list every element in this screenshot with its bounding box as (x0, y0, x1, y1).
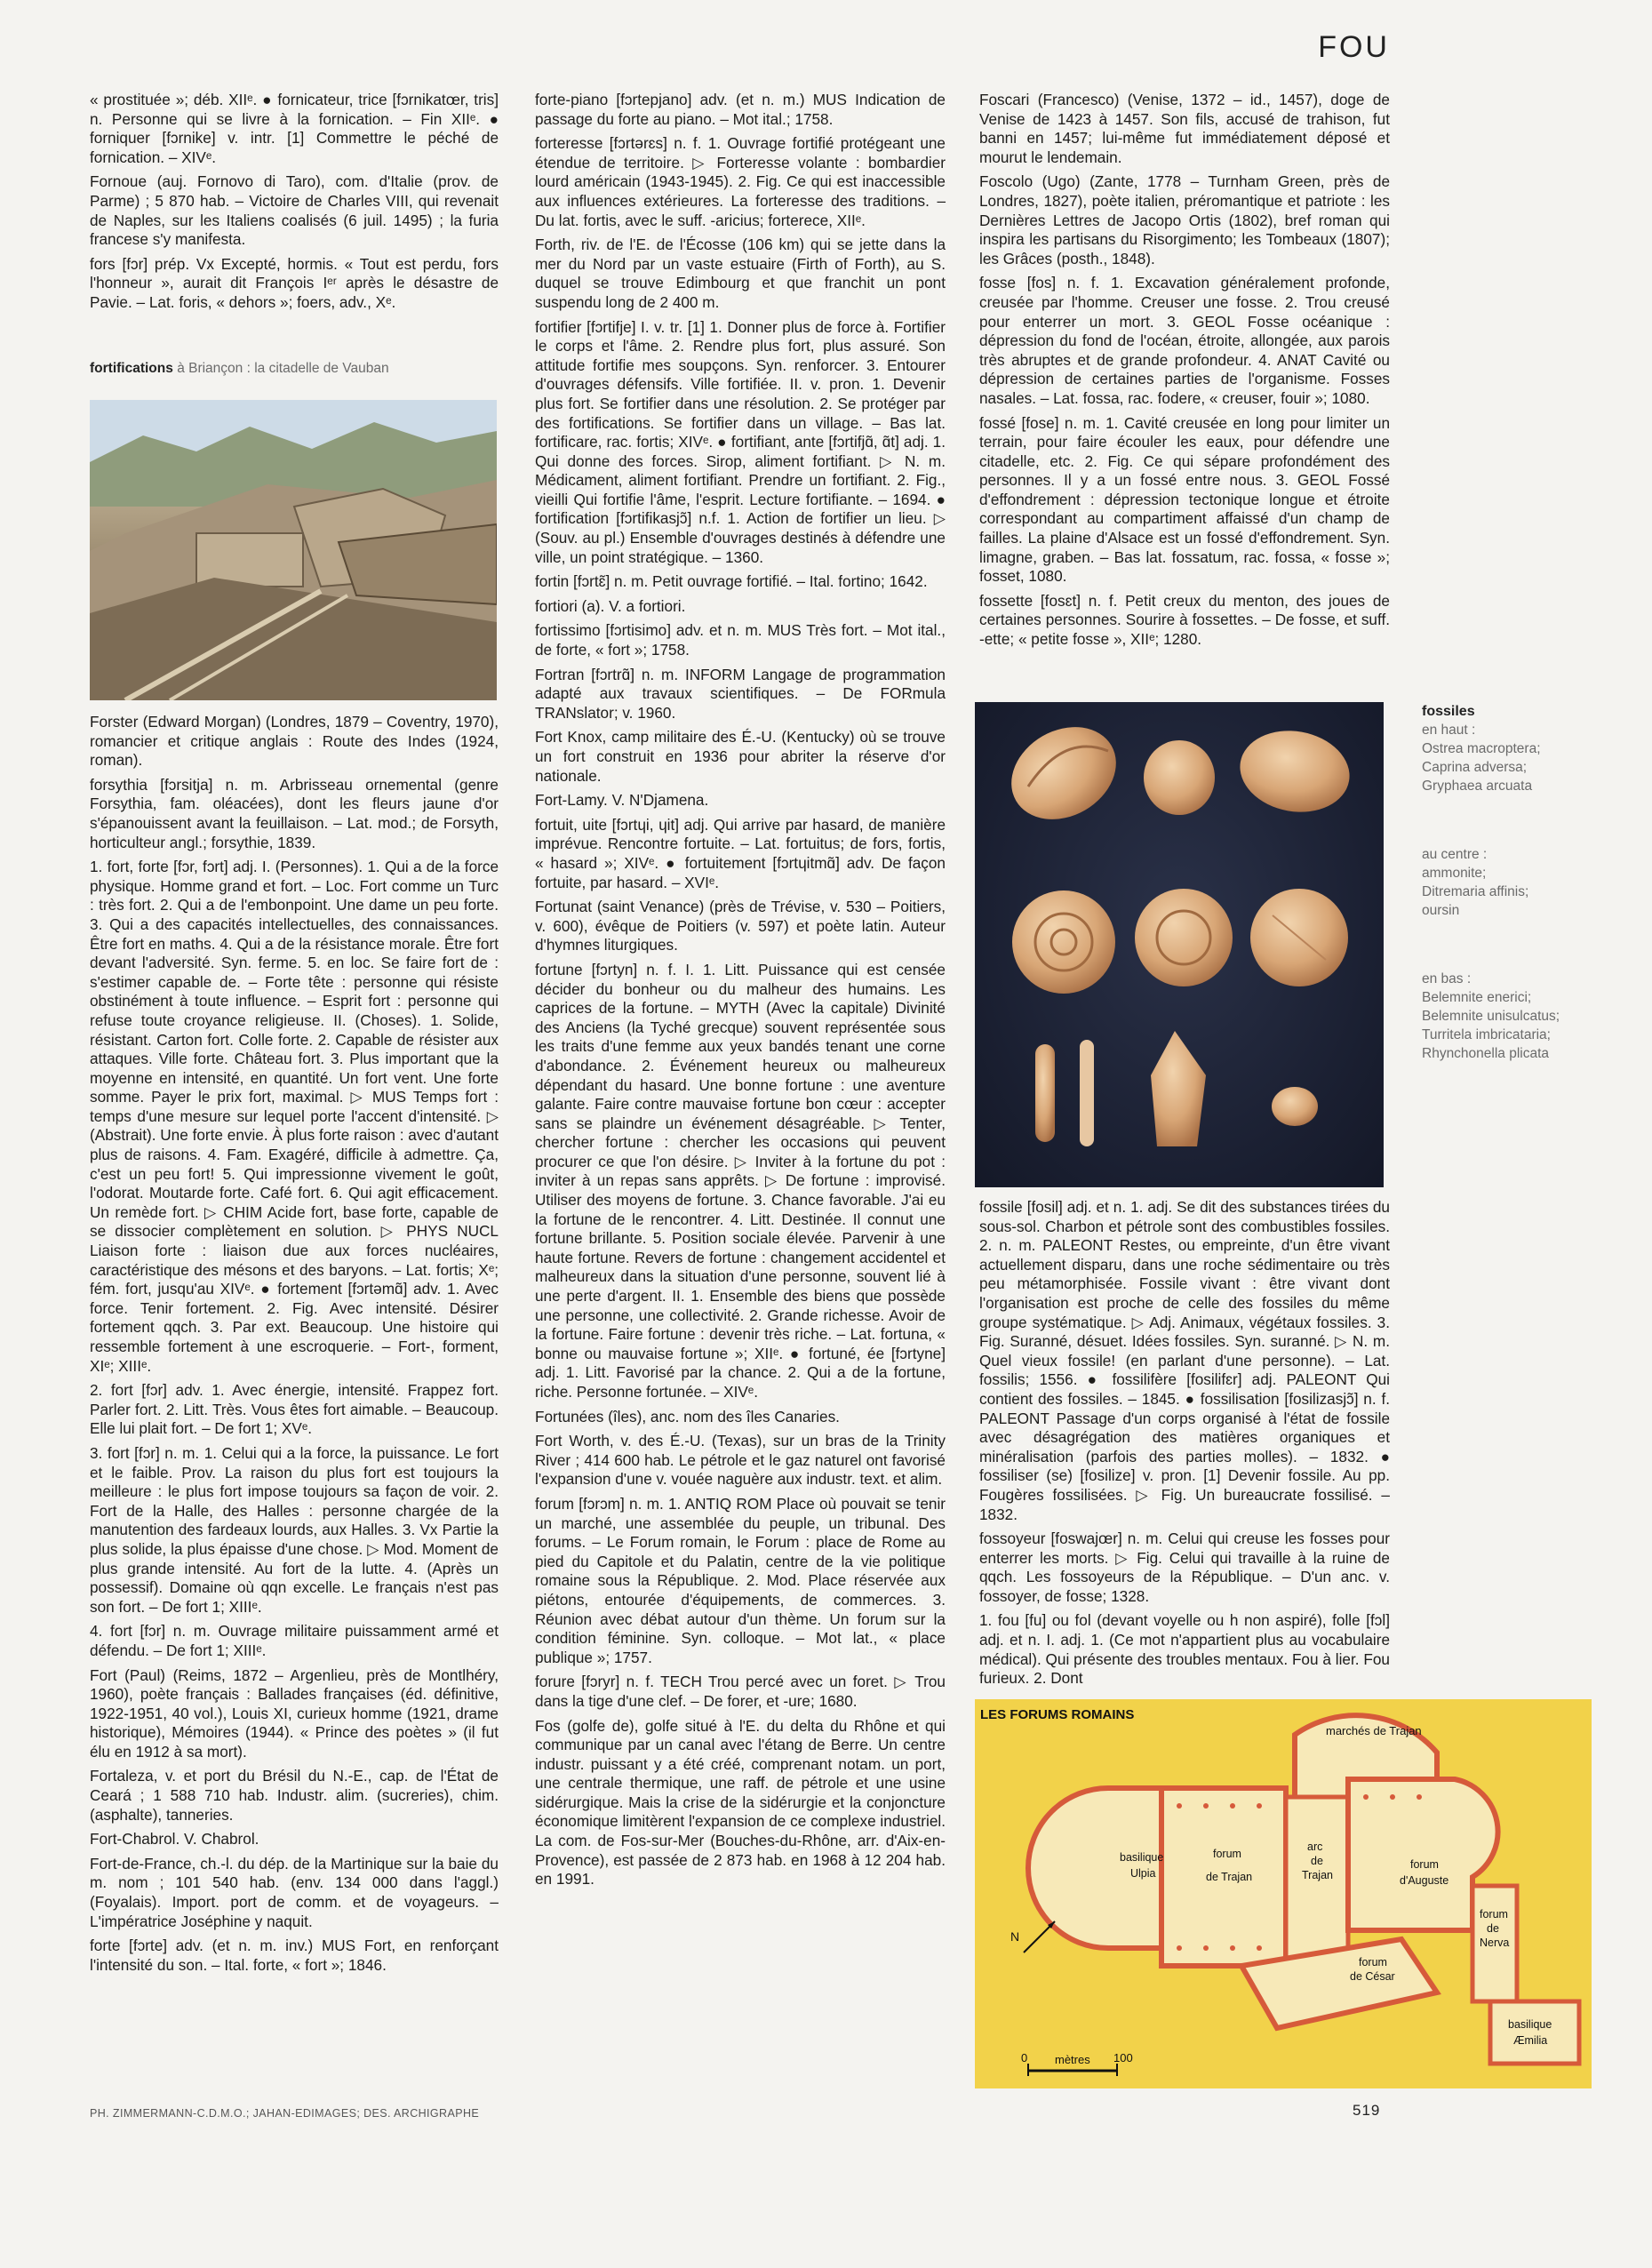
caption-heading: au centre : (1422, 847, 1488, 862)
entry-text: 1. fou [fu] ou fol (devant voyelle ou h non aspiré), folle [fɔl] adj. et n. I. adj. 1. (Ce mot n'appartient plus au vocabulaire médical). Qui présente des troubles mentaux. Fou à lier. Fou furieux. 2. Dont (979, 1611, 1390, 1688)
map-label: de César (1350, 1970, 1395, 1983)
caption-text: à Briançon : la citadelle de Vauban (177, 361, 389, 376)
entry-text: 1. fort, forte [fɔr, fɔrt] adj. I. (Personnes). 1. Qui a de la force physique. Homme grand et fort. – Loc. Fort comme un Turc : très fort. 2. Qui a de l'embonpoint. Une dame un peu forte. 3. Qui a des capacités intellectuelles, des connaissances. Être fort en maths. 4. Qui a de la résistance morale. Être fort devant l'adversité. Syn. ferme. 5. en loc. Se faire fort de : s'estimer capable de. – Forte tête : personne qui résiste obstinément à toute influence. – Esprit fort : personne qui refuse toute croyance religieuse. II. (Choses). 1. Solide, résistant. Carton fort. Colle forte. 2. Capable de résister aux attaques. Ville forte. Château fort. 3. Plus important que la moyenne en intensité, en quantité. Un fort vent. Une forte somme. Payer le prix fort, maximal. ▷ MUS Temps fort : temps d'une mesure sur lequel porte l'accent d'intensité. ▷ (Abstrait). Une forte envie. À plus forte raison : avec d'autant plus de raisons. 4. Fam. Exagéré, difficile à admettre. Ça, c'est un peu fort! 5. Qui impressionne vivement le goût, l'odorat. Moutarde forte. Café fort. 6. Qui agit efficacement. Un remède fort. ▷ CHIM Acide fort, base forte, capable de se dissocier complètement en solution. ▷ PHYS NUCL Liaison forte : liaison due aux forces nucléaires, caractéristique des mésons et des baryons. – Lat. fortis; Xᵉ; fém. fort, jusqu'au XIVᵉ. ● fortement [fɔrtəmɑ̃] adv. 1. Avec force. Tenir fortement. 2. Fig. Avec intensité. Désirer fortement qqch. 3. Par ext. Beaucoup. Une histoire qui ressemble fortement à une escroquerie. – Fort-, forment, XIᵉ; XIIIᵉ. (90, 858, 499, 1375)
entry-text: Fortaleza, v. et port du Brésil du N.-E., cap. de l'État de Ceará ; 1 588 710 hab. Industr. alim. (sucreries), chim. (asphalte), tanneries. (90, 1767, 499, 1824)
scale-bar (1021, 2051, 1133, 2076)
entry-text: fossoyeur [foswajœr] n. m. Celui qui creuse les fosses pour enterrer les morts. ▷ Fig. Celui qui travaille à la ruine de qqch. Les fossoyeurs de la République. – D'un anc. v. fossoyer, de fosse; 1328. (979, 1529, 1390, 1605)
entry-text: forsythia [fɔrsitja] n. m. Arbrisseau ornemental (genre Forsythia, fam. oléacées), dont les fleurs jaune d'or s'épanouissent avant la feuillaison. – Lat. mod.; de Forsyth, horticulteur angl.; forsythie, 1839. (90, 775, 499, 851)
caption-group-bottom (1422, 970, 1626, 1063)
entry-text: fortin [fɔrtɛ̃] n. m. Petit ouvrage fortifié. – Ital. fortino; 1642. (535, 572, 928, 591)
citadel-illustration (90, 400, 497, 700)
entry-text: Fort Knox, camp militaire des É.-U. (Kentucky) où se trouve un fort construit en 1936 pour abriter la réserve d'or nationale. (535, 728, 946, 785)
fossils-photo (975, 702, 1384, 1187)
entry-text: Fort-Lamy. V. N'Djamena. (535, 791, 709, 810)
caption-heading: en bas : (1422, 971, 1472, 986)
entry-text: fosse [fos] n. f. 1. Excavation généralement profonde, creusée par l'homme. Creuser une fosse. 2. Trou creusé pour enterrer un mort. 3. GEOL Fosse océanique : dépression du fond de l'océan, étroite, allongée, aux parois très abruptes et de grande profondeur. 4. ANAT Cavité ou dépression de certaines parties de l'organisme. Fosses nasales. – Lat. fossa, rac. fodere, « creuser, fouir »; 1080. (979, 274, 1390, 407)
caption-item: Belemnite enerici; (1422, 990, 1532, 1005)
caption-group-center (1422, 845, 1626, 920)
entry-text: Fort (Paul) (Reims, 1872 – Argenlieu, près de Montlhéry, 1960), poète français : Ballades françaises (éd. définitive, 1922-1951, 40 vol.), Louis XI, curieux homme (1921, drame historique), Mémoires (1944). « Prince des poètes » (il fut élu en 1912 à sa mort). (90, 1665, 499, 1761)
entry-text: fortuit, uite [fɔrtɥi, ɥit] adj. Qui arrive par hasard, de manière imprévue. Rencontre fortuite. – Lat. fortuitus; de fors, fortis, « hasard »; XIVᵉ. ● fortuitement [fɔrtɥitmɑ̃] adv. De façon fortuite, par hasard. – XVIᵉ. (535, 815, 946, 891)
roman-forums-map (975, 1699, 1592, 2088)
map-label: forum (1213, 1848, 1241, 1860)
entry-text: Fos (golfe de), golfe situé à l'E. du delta du Rhône et qui communique par un canal avec l'étang de Berre. Un centre industr. puissant y a été créé, comprenant notam. un port, une centrale thermique, une raff. de pétrole et une usine sidérurgique. Mais la crise de la sidérurgie et la conjoncture économique limitèrent l'expansion de ce complexe industriel. La com. de Fos-sur-Mer (Bouches-du-Rhône, arr. d'Aix-en-Provence), est passée de 2 873 hab. en 1968 à 12 204 hab. en 1991. (535, 1716, 946, 1889)
caption-item: Turritela imbricataria; (1422, 1027, 1551, 1042)
svg-text:100: 100 (1113, 2051, 1133, 2064)
map-label: marchés de Trajan (1326, 1724, 1422, 1737)
entry-text: forte [fɔrte] adv. (et n. m. inv.) MUS Fort, en renforçant l'intensité du son. – Ital. forte, « fort »; 1846. (90, 1937, 499, 1974)
caption-heading: en haut : (1422, 723, 1476, 738)
caption-item: oursin (1422, 903, 1460, 918)
entry-text: Forth, riv. de l'E. de l'Écosse (106 km) qui se jette dans la mer du Nord par un vaste estuaire (Firth of Forth), au S. duquel se trouve Edimbourg et que franchit un pont suspendu long de 2 400 m. (535, 236, 946, 311)
map-label: forum (1359, 1956, 1387, 1969)
caption-item: Gryphaea arcuata (1422, 779, 1533, 794)
fossils-caption (1422, 702, 1626, 1113)
forums-plan (975, 1699, 1592, 2088)
entry-text: fossile [fosil] adj. et n. 1. adj. Se dit des substances tirées du sous-sol. Charbon et pétrole sont des combustibles fossiles. 2. n. m. PALEONT Restes, ou empreinte, d'un être vivant actuellement disparu, dans une roche sédimentaire ou très peu métamorphisée. Fossile vivant : être vivant dont l'organisation est proche de celle des fossiles du même groupe systématique. ▷ Adj. Animaux, végétaux fossiles. 3. Fig. Suranné, désuet. Idées fossiles. Syn. suranné. ▷ N. m. Quel vieux fossile! (en parlant d'une personne). – Lat. fossilis; 1556. ● fossilifère [fosilifɛr] adj. PALEONT Qui contient des fossiles. – 1845. ● fossilisation [fosilizasjɔ̃] n. f. PALEONT Passage d'un corps organisé à l'état de fossile avec désagrégation des matières organiques et minéralisation (parfois des parties molles). – 1832. ● fossiliser (se) [fosilize] v. pron. [1] Devenir fossile. Au pp. Fougères fossilisées. ▷ Fig. Un bureaucrate fossilisé. – 1832. (979, 1198, 1390, 1523)
entry-text: fortissimo [fɔrtisimo] adv. et n. m. MUS Très fort. – Mot ital., de forte, « fort »; 1758. (535, 621, 946, 659)
entry-text: 3. fort [fɔr] n. m. 1. Celui qui a la force, la puissance. Le fort et le faible. Prov. La raison du plus fort est toujours la meilleure : le plus fort impose toujours sa façon de voir. 2. Fort de la Halle, des Halles : personne chargée de la manutention des fardeaux lourds, aux Halles. 3. Vx Partie la plus solide, la plus épaisse d'une chose. ▷ Mod. Moment de plus grande intensité. Au fort de la lutte. 4. (Après un possessif). Domaine où qqn excelle. Le français n'est pas son fort. – De fort 1; XIIIᵉ. (90, 1443, 499, 1616)
map-label: de (1487, 1922, 1499, 1935)
map-label: Trajan (1302, 1869, 1333, 1881)
map-label: arc (1307, 1841, 1323, 1853)
caption-title: fortifications (90, 361, 173, 376)
entry-text: « prostituée »; déb. XIIᵉ. ● fornicateur, trice [fɔrnikatœr, tris] n. Personne qui se livre à la fornication. – Fin XIIᵉ. ● forniquer [fɔrnike] v. intr. [1] Commettre le péché de fornication. – XIVᵉ. (90, 91, 499, 166)
map-label: Æmilia (1513, 2034, 1548, 2047)
entry-text: forum [fɔrɔm] n. m. 1. ANTIQ ROM Place où pouvait se tenir un marché, une assemblée du peuple, un tribunal. Des forums. – Le Forum romain, le Forum : place de Rome au pied du Capitole et du Palatin, centre de la vie politique romaine sous la République. 2. Mod. Place réservée aux piétons, entourée d'équipements, de commerces. 3. Réunion avec débat autour d'un thème. Un forum sur la condition féminine. Syn. colloque. – Mot lat., « place publique »; 1757. (535, 1494, 946, 1666)
caption-item: ammonite; (1422, 866, 1487, 881)
entry-text: Forster (Edward Morgan) (Londres, 1879 – Coventry, 1970), romancier et critique anglais : Route des Indes (1924, roman). (90, 713, 499, 770)
entry-text: forteresse [fɔrtərɛs] n. f. 1. Ouvrage fortifié protégeant une étendue de territoire. ▷ Forteresse volante : bombardier lourd américain (1943-1945). 2. Fig. Ce qui est inaccessible aux influences extérieures. La forteresse des traditions. – Du lat. fortis, avec le suff. -aricius; forterece, XIIᵉ. (535, 134, 946, 229)
caption-item: Ditremaria affinis; (1422, 884, 1529, 899)
caption-item: Caprina adversa; (1422, 760, 1528, 775)
entry-text: forure [fɔryr] n. f. TECH Trou percé avec un foret. ▷ Trou dans la tige d'une clef. – De forer, et -ure; 1680. (535, 1673, 946, 1710)
caption-item: Rhynchonella plicata (1422, 1046, 1550, 1061)
entry-text: Fortran [fɔrtrɑ̃] n. m. INFORM Langage de programmation adapté aux travaux scientifiques. – De FORmula TRANslator; v. 1960. (535, 665, 946, 722)
map-label: d'Auguste (1400, 1874, 1449, 1887)
entry-text: Foscari (Francesco) (Venise, 1372 – id., 1457), doge de Venise de 1423 à 1457. Son fils, accusé de trahison, fut banni en 1457; lui-même fut immédiatement déposé et mourut le lendemain. (979, 91, 1390, 166)
column-1-bottom (90, 713, 499, 1980)
caption-item: Belemnite unisulcatus; (1422, 1009, 1560, 1024)
entry-text: fors [fɔr] prép. Vx Excepté, hormis. « Tout est perdu, fors l'honneur », aurait dit François Iᵉʳ après le désastre de Pavie. – Lat. foris, « dehors »; foers, adv., Xᵉ. (90, 254, 499, 311)
north-arrow-icon (1010, 1921, 1055, 1953)
entry-text: Foscolo (Ugo) (Zante, 1778 – Turnham Green, près de Londres, 1827), poète italien, préromantique et patriote : les Dernières Lettres de Jacopo Ortis (1802), bref roman qui inspira les partisans du Risorgimento; les Tombeaux (1807); les Grâces (posth., 1848). (979, 172, 1390, 268)
map-label: basilique (1120, 1851, 1164, 1864)
column-3-top (979, 91, 1390, 655)
page-number: 519 (1353, 2102, 1381, 2119)
map-label: Ulpia (1130, 1867, 1156, 1880)
map-label: Nerva (1480, 1937, 1510, 1949)
running-head: FOU (1318, 30, 1390, 64)
fortifications-photo (90, 400, 497, 700)
entry-text: fortifier [fɔrtifje] I. v. tr. [1] 1. Donner plus de force à. Fortifier le corps et l'âme. 2. Rendre plus fort, plus assuré. Son attitude fortifie mes soupçons. Syn. renforcer. 3. Entourer d'ouvrages défensifs. Ville fortifiée. II. v. pron. 1. Devenir plus fort. Se fortifier dans une résolution. 2. Se protéger par des fortifications. Se fortifier dans un village. – Bas lat. fortificare, rac. fortis; XIVᵉ. ● fortifiant, ante [fɔrtifjɑ̃, ɑ̃t] adj. 1. Qui donne des forces. Sirop, aliment fortifiant. ▷ N. m. Médicament, aliment fortifiant. Prendre un fortifiant. 2. Fig., vieilli Qui fortifie l'âme, l'esprit. Lecture fortifiante. – 1694. ● fortification [fɔrtifikasjɔ̃] n.f. 1. Action de fortifier un lieu. ▷ (Souv. au pl.) Ensemble d'ouvrages destinés à défendre une ville, un point stratégique. – 1360. (535, 317, 946, 566)
entry-text: 2. fort [fɔr] adv. 1. Avec énergie, intensité. Frappez fort. Parler fort. 2. Litt. Très. Vous êtes fort aimable. – Beaucoup. Elle lui plait fort. – De fort 1; XVᵉ. (90, 1381, 499, 1438)
entry-text: fortune [fɔrtyn] n. f. I. 1. Litt. Puissance qui est censée décider du bonheur ou du malheur des humains. Les caprices de la fortune. – MYTH (Avec la capitale) Divinité des Anciens (la Tyché grecque) souvent représentée sous les traits d'une femme aux yeux bandés tenant une corne d'abondance. 2. Événement heureux ou malheureux dépendant du hasard. Une bonne fortune : une aventure galante. Faire contre mauvaise fortune bon cœur : accepter sans se plaindre un événement désagréable. ▷ Tenter, chercher fortune : chercher les occasions qui peuvent procurer ce que l'on désire. ▷ Inviter à la fortune du pot : inviter à un repas sans apprêts. ▷ De fortune : improvisé. Utiliser des moyens de fortune. 3. Chance favorable. J'ai eu la fortune de le rencontrer. 4. Litt. Destinée. Il connut une fortune brillante. 5. Position sociale élevée. Parvenir à une haute fortune. Revers de fortune : changement accidentel et malheureux dans la situation d'une personne, souvent lié à une perte d'argent. II. 1. Ensemble des biens que possède une personne, une collectivité. 2. Grande richesse. Avoir de la fortune. Faire fortune : devenir très riche. – Lat. fortuna, « bonne ou mauvaise fortune »; XIIᵉ. ● fortuné, ée [fɔrtyne] adj. 1. Litt. Favorisé par la chance. 2. Qui a de la fortune, riche. Personne fortunée. – XIVᵉ. (535, 960, 946, 1401)
column-2 (535, 91, 946, 1895)
photo-credits: PH. ZIMMERMANN-C.D.M.O.; JAHAN-EDIMAGES; DES. ARCHIGRAPHE (90, 2107, 480, 2120)
entry-text: fossette [fosɛt] n. f. Petit creux du menton, des joues de certaines personnes. Sourire à fossettes. – De fosse, et suff. -ette; « petite fosse », XIIᵉ; 1280. (979, 591, 1390, 649)
entry-text: fortiori (a). V. a fortiori. (535, 596, 686, 615)
caption-title: fossiles (1422, 704, 1475, 719)
caption-item: Ostrea macroptera; (1422, 741, 1541, 756)
svg-text:N: N (1010, 1929, 1020, 1944)
map-label: forum (1480, 1908, 1508, 1921)
svg-text:0: 0 (1021, 2051, 1028, 2064)
entry-text: Fortunat (saint Venance) (près de Trévise, v. 530 – Poitiers, v. 600), évêque de Poitiers (v. 597) et poète latin. Auteur d'hymnes liturgiques. (535, 898, 946, 954)
map-label: basilique (1508, 2018, 1552, 2031)
map-label: forum (1410, 1858, 1439, 1871)
entry-text: Fort-Chabrol. V. Chabrol. (90, 1830, 259, 1849)
entry-text: Fort Worth, v. des É.-U. (Texas), sur un bras de la Trinity River ; 414 600 hab. Le pétrole et le gaz naturel ont favorisé l'expansion d'une v. vouée naguère aux industr. text. et alim. (535, 1432, 946, 1489)
entry-text: Fort-de-France, ch.-l. du dép. de la Martinique sur la baie du m. nom ; 101 540 hab. (env. 134 000 dans l'aggl.) (Foyalais). Import. port de comm. et de voyageurs. – L'impératrice Joséphine y naquit. (90, 1854, 499, 1930)
entry-text: fossé [fose] n. m. 1. Cavité creusée en long pour limiter un terrain, pour faire écouler les eaux, pour défendre une citadelle, etc. 2. Fig. Ce qui sépare profondément des personnes. Il y a un fossé entre nous. 3. GEOL Fossé d'effondrement : dépression tectonique longue et étroite correspondant au compartiment affaissé d'un champ de failles. La plaine d'Alsace est un fossé d'effondrement. Syn. limagne, graben. – Bas lat. fossatum, rac. fossa, « fosse »; fosset, 1080. (979, 413, 1390, 586)
fortifications-caption (90, 359, 499, 378)
caption-group-top (1422, 721, 1626, 795)
svg-text:mètres: mètres (1055, 2053, 1090, 2066)
map-label: de Trajan (1206, 1871, 1253, 1883)
fossils-illustration (975, 702, 1384, 1187)
map-label: de (1311, 1855, 1323, 1867)
column-1-top (90, 91, 499, 318)
column-3-bottom (979, 1198, 1390, 1694)
map-title: LES FORUMS ROMAINS (980, 1707, 1135, 1722)
entry-text: Fortunées (îles), anc. nom des îles Canaries. (535, 1407, 840, 1425)
entry-text: 4. fort [fɔr] n. m. Ouvrage militaire puissamment armé et défendu. – De fort 1; XIIIᵉ. (90, 1622, 499, 1659)
entry-text: forte-piano [fɔrtepjano] adv. (et n. m.) MUS Indication de passage du forte au piano. – Mot ital.; 1758. (535, 91, 946, 128)
entry-text: Fornoue (auj. Fornovo di Taro), com. d'Italie (prov. de Parme) ; 5 870 hab. – Victoire de Charles VIII, qui revenait de Naples, sur les Italiens coalisés (6 juil. 1495) ; la furia francese s'y manifesta. (90, 172, 499, 249)
